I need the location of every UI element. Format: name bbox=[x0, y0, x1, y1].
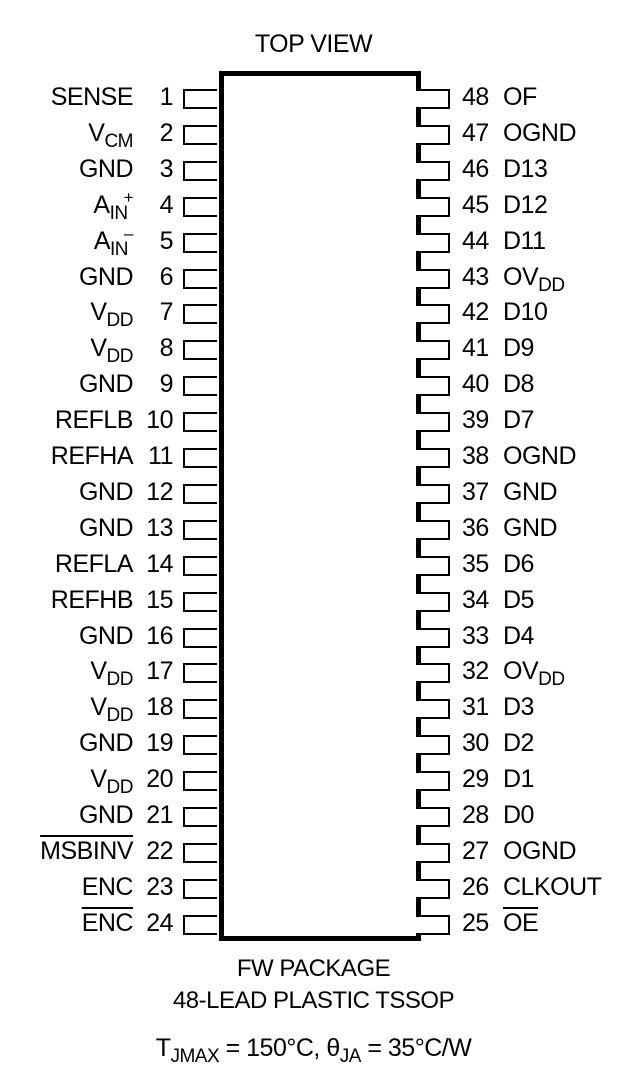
pin-number: 25 bbox=[462, 908, 489, 937]
pin-number: 46 bbox=[462, 154, 489, 183]
pin-name-base: D3 bbox=[503, 693, 534, 722]
pin-number: 5 bbox=[159, 226, 173, 255]
pin-number: 27 bbox=[462, 836, 489, 865]
pin-35 bbox=[416, 549, 627, 578]
pin-name bbox=[503, 406, 534, 435]
pin-name-base: ENC bbox=[81, 872, 133, 901]
pin-name-base: GND bbox=[78, 621, 133, 650]
pin-46 bbox=[416, 154, 627, 183]
pin-number: 11 bbox=[148, 442, 173, 470]
pin-name-base: OGND bbox=[503, 442, 576, 470]
pin-name-base: $\overline{OE}$ bbox=[503, 908, 539, 937]
pin-lead bbox=[183, 448, 217, 468]
pin-number: 3 bbox=[159, 154, 173, 183]
pin-name bbox=[79, 801, 133, 830]
pin-lead bbox=[183, 771, 217, 791]
theta-symbol: θ bbox=[326, 1034, 340, 1062]
t-symbol: T bbox=[155, 1034, 171, 1062]
pin-name bbox=[79, 370, 133, 399]
pin-1 bbox=[0, 83, 219, 111]
pin-name bbox=[90, 765, 133, 799]
pin-18 bbox=[0, 693, 219, 727]
pin-number: 47 bbox=[462, 118, 489, 147]
pin-number: 32 bbox=[462, 657, 489, 686]
pin-name bbox=[503, 657, 565, 691]
pin-10 bbox=[0, 406, 219, 435]
pin-name-base: D8 bbox=[503, 370, 534, 399]
pin-number: 26 bbox=[462, 872, 489, 901]
pin-number: 17 bbox=[146, 657, 173, 686]
pin-name-subscript: IN bbox=[110, 238, 129, 260]
pin-lead bbox=[183, 843, 217, 863]
pin-number: 36 bbox=[462, 513, 489, 542]
pin-name-subscript: DD bbox=[106, 669, 133, 691]
pin-number: 38 bbox=[462, 442, 489, 470]
pin-5 bbox=[0, 223, 219, 260]
pin-name bbox=[503, 729, 534, 758]
pin-11 bbox=[0, 442, 219, 470]
pin-lead bbox=[183, 807, 217, 827]
pin-number: 14 bbox=[146, 549, 173, 578]
pin-name-base: D1 bbox=[503, 765, 534, 794]
pin-name-base: GND bbox=[78, 801, 133, 829]
pin-20 bbox=[0, 765, 219, 799]
pin-name-base: SENSE bbox=[50, 83, 133, 111]
pin-lead bbox=[183, 412, 217, 432]
t-value: = 150°C, bbox=[219, 1034, 327, 1062]
pin-name bbox=[503, 155, 547, 184]
pin-number: 28 bbox=[462, 801, 489, 829]
pin-name-base: CLKOUT bbox=[503, 872, 602, 901]
pin-name-base: REFHA bbox=[50, 442, 133, 470]
pin-lead bbox=[416, 161, 450, 181]
pin-number: 39 bbox=[462, 406, 489, 435]
pin-name-base: D5 bbox=[503, 585, 534, 614]
pin-lead bbox=[416, 340, 450, 360]
pin-name-subscript: CM bbox=[104, 130, 133, 152]
pin-name-base: V bbox=[90, 657, 107, 686]
pin-number: 4 bbox=[159, 190, 173, 219]
pin-number: 15 bbox=[146, 585, 173, 614]
pin-23 bbox=[0, 872, 219, 901]
pin-lead bbox=[416, 663, 450, 683]
pin-number: 7 bbox=[159, 298, 173, 327]
pin-number: 12 bbox=[146, 477, 173, 506]
pin-lead bbox=[183, 592, 217, 612]
pin-name bbox=[88, 118, 133, 152]
pin-13 bbox=[0, 513, 219, 542]
pin-lead bbox=[183, 233, 217, 253]
pin-name-base: OF bbox=[503, 83, 537, 111]
pin-lead bbox=[416, 484, 450, 504]
pin-33 bbox=[416, 621, 627, 650]
pin-lead bbox=[183, 304, 217, 324]
pin-name-base: D10 bbox=[503, 298, 548, 327]
pin-lead bbox=[183, 197, 217, 217]
pin-name-base: REFHB bbox=[50, 585, 133, 614]
pin-name-base: REFLB bbox=[54, 406, 133, 435]
pin-name bbox=[79, 263, 133, 292]
pin-name-base: D13 bbox=[503, 154, 548, 183]
pin-name bbox=[503, 370, 534, 399]
pin-lead bbox=[416, 915, 450, 935]
pin-name-base: GND bbox=[78, 729, 133, 758]
pin-22 bbox=[0, 836, 219, 865]
pin-name bbox=[90, 657, 133, 691]
pin-number: 44 bbox=[462, 226, 489, 255]
pin-name-subscript: DD bbox=[106, 310, 133, 332]
pin-number: 33 bbox=[462, 621, 489, 650]
pin-8 bbox=[0, 334, 219, 368]
pin-number: 41 bbox=[462, 334, 489, 363]
pin-lead bbox=[416, 556, 450, 576]
pin-name bbox=[93, 223, 133, 260]
pin-number: 30 bbox=[462, 729, 489, 758]
pin-number: 20 bbox=[146, 765, 173, 794]
pin-number: 24 bbox=[146, 908, 173, 937]
pin-29 bbox=[416, 765, 627, 794]
pin-lead bbox=[416, 269, 450, 289]
ic-package-body bbox=[219, 71, 421, 941]
pin-name-base: D7 bbox=[503, 406, 534, 435]
pin-6 bbox=[0, 262, 219, 291]
pin-name-base: OV bbox=[503, 657, 539, 686]
pin-number: 48 bbox=[462, 83, 489, 111]
pin-37 bbox=[416, 477, 627, 506]
pin-3 bbox=[0, 154, 219, 183]
pin-name bbox=[503, 873, 601, 902]
pin-name bbox=[90, 298, 133, 332]
pin-4 bbox=[0, 187, 219, 224]
pin-name-base: V bbox=[90, 693, 107, 722]
pin-number: 40 bbox=[462, 370, 489, 399]
pin-25 bbox=[416, 908, 627, 937]
pin-number: 9 bbox=[159, 370, 173, 399]
pin-lead bbox=[416, 520, 450, 540]
pin-name-base: GND bbox=[503, 513, 558, 542]
pin-44 bbox=[416, 226, 627, 255]
pin-lead bbox=[416, 233, 450, 253]
pin-lead bbox=[183, 269, 217, 289]
pin-name bbox=[503, 334, 534, 363]
pin-name bbox=[93, 187, 133, 224]
pin-lead bbox=[416, 592, 450, 612]
pin-48 bbox=[416, 83, 627, 111]
pin-lead bbox=[416, 376, 450, 396]
pin-name bbox=[82, 873, 133, 902]
pin-number: 19 bbox=[146, 729, 173, 758]
pin-name-base: $\overline{ENC}$ bbox=[81, 908, 133, 937]
pin-lead bbox=[416, 197, 450, 217]
pin-name-base: D9 bbox=[503, 334, 534, 363]
pin-lead bbox=[416, 699, 450, 719]
pin-lead bbox=[183, 628, 217, 648]
pin-42 bbox=[416, 298, 627, 327]
pin-21 bbox=[0, 801, 219, 829]
pin-name bbox=[503, 909, 538, 938]
pin-name bbox=[503, 550, 534, 579]
thermal-spec bbox=[0, 1034, 627, 1067]
pin-41 bbox=[416, 334, 627, 363]
pin-lead bbox=[416, 807, 450, 827]
pin-name bbox=[51, 83, 133, 112]
pin-name bbox=[503, 119, 576, 148]
pin-number: 34 bbox=[462, 585, 489, 614]
pin-number: 21 bbox=[146, 801, 173, 829]
pin-lead bbox=[183, 663, 217, 683]
pin-lead bbox=[416, 771, 450, 791]
pin-name bbox=[503, 227, 546, 256]
pin-name-subscript: DD bbox=[106, 777, 133, 799]
pin-name bbox=[79, 729, 133, 758]
theta-value: = 35°C/W bbox=[360, 1034, 472, 1062]
pin-name-base: OGND bbox=[503, 118, 576, 147]
pin-43 bbox=[416, 262, 627, 296]
pin-name bbox=[503, 191, 547, 220]
pin-name bbox=[90, 334, 133, 368]
pin-number: 37 bbox=[462, 477, 489, 506]
pin-name bbox=[82, 909, 133, 938]
pin-name bbox=[503, 514, 557, 543]
pin-36 bbox=[416, 513, 627, 542]
pin-name bbox=[503, 442, 576, 471]
pin-name bbox=[503, 622, 534, 651]
pin-name bbox=[503, 586, 534, 615]
pin-name-base: OV bbox=[503, 262, 539, 291]
pin-name bbox=[503, 765, 534, 794]
diagram-title: TOP VIEW bbox=[254, 30, 373, 58]
pin-name-base: D11 bbox=[503, 226, 546, 255]
pin-17 bbox=[0, 657, 219, 691]
pin-name bbox=[503, 298, 547, 327]
pin-15 bbox=[0, 585, 219, 614]
pin-name-base: V bbox=[88, 118, 105, 147]
pin-name-base: GND bbox=[78, 262, 133, 291]
pin-number: 8 bbox=[159, 334, 173, 363]
pin-lead bbox=[183, 484, 217, 504]
pin-lead bbox=[416, 879, 450, 899]
pin-47 bbox=[416, 118, 627, 147]
pin-name bbox=[79, 622, 133, 651]
pin-number: 6 bbox=[159, 262, 173, 291]
pin-name-base: OGND bbox=[503, 836, 576, 865]
pin-lead bbox=[183, 161, 217, 181]
pin-name-base: A bbox=[93, 190, 110, 219]
pin-name-base: D6 bbox=[503, 549, 534, 578]
pin-name-base: GND bbox=[78, 477, 133, 506]
pin-number: 31 bbox=[462, 693, 489, 722]
pin-number: 45 bbox=[462, 190, 489, 219]
pin-name-base: GND bbox=[78, 513, 133, 542]
t-subscript: JMAX bbox=[170, 1046, 220, 1067]
pin-name-base: MSBINV bbox=[40, 836, 133, 865]
theta-subscript: JA bbox=[339, 1046, 361, 1067]
pin-number: 22 bbox=[146, 836, 173, 865]
pin-name-subscript: DD bbox=[538, 274, 565, 296]
pin-name-superscript: – bbox=[124, 223, 133, 243]
pin-lead bbox=[416, 735, 450, 755]
pin-name-base: D0 bbox=[503, 801, 534, 829]
pin-number: 13 bbox=[146, 513, 173, 542]
pin-number: 29 bbox=[462, 765, 489, 794]
pin-lead bbox=[416, 412, 450, 432]
pin-name bbox=[503, 693, 534, 722]
pin-lead bbox=[183, 879, 217, 899]
pin-name bbox=[51, 586, 133, 615]
pin-27 bbox=[416, 836, 627, 865]
pin-name bbox=[40, 837, 133, 866]
package-name: FW PACKAGE bbox=[236, 955, 391, 982]
pin-24 bbox=[0, 908, 219, 937]
pin-lead bbox=[183, 89, 217, 109]
pin-name-base: REFLA bbox=[54, 549, 133, 578]
pin-lead bbox=[183, 915, 217, 935]
pin-number: 10 bbox=[146, 406, 173, 435]
pin-26 bbox=[416, 872, 627, 901]
pin-name-base: GND bbox=[78, 154, 133, 183]
pin-lead bbox=[183, 125, 217, 145]
pin-40 bbox=[416, 370, 627, 399]
pin-number: 2 bbox=[159, 118, 173, 147]
pin-name-subscript: IN bbox=[109, 202, 128, 224]
pin-name-base: V bbox=[90, 298, 107, 327]
pin-name bbox=[503, 837, 576, 866]
pin-lead bbox=[183, 376, 217, 396]
pin-name bbox=[503, 262, 565, 296]
pin-number: 1 bbox=[159, 83, 173, 111]
pin-39 bbox=[416, 406, 627, 435]
pin-name-base: GND bbox=[78, 370, 133, 399]
pin-number: 16 bbox=[146, 621, 173, 650]
pin-name-subscript: DD bbox=[106, 705, 133, 727]
pin-name-base: D4 bbox=[503, 621, 534, 650]
pin-19 bbox=[0, 729, 219, 758]
pin-38 bbox=[416, 442, 627, 470]
pin-name-base: A bbox=[93, 226, 111, 255]
pin-lead bbox=[183, 699, 217, 719]
pin-number: 23 bbox=[146, 872, 173, 901]
pin-number: 35 bbox=[462, 549, 489, 578]
pin-28 bbox=[416, 801, 627, 829]
pin-name bbox=[55, 550, 133, 579]
pin-16 bbox=[0, 621, 219, 650]
package-description: 48-LEAD PLASTIC TSSOP bbox=[172, 987, 455, 1014]
pin-30 bbox=[416, 729, 627, 758]
pin-lead bbox=[416, 304, 450, 324]
pin-number: 43 bbox=[462, 262, 489, 291]
pin-lead bbox=[183, 340, 217, 360]
pin-name bbox=[51, 442, 133, 471]
pin-name-base: D12 bbox=[503, 190, 548, 219]
pin-12 bbox=[0, 477, 219, 506]
pin-number: 18 bbox=[146, 693, 173, 722]
pin-lead bbox=[183, 735, 217, 755]
pin-name-base: V bbox=[90, 765, 107, 794]
pin-31 bbox=[416, 693, 627, 722]
pin-34 bbox=[416, 585, 627, 614]
pin-lead bbox=[183, 556, 217, 576]
pin-lead bbox=[416, 628, 450, 648]
pin-name bbox=[79, 514, 133, 543]
pin-45 bbox=[416, 190, 627, 219]
pin-name bbox=[79, 478, 133, 507]
pin-lead bbox=[183, 520, 217, 540]
pin-name-base: V bbox=[90, 334, 107, 363]
pin-lead bbox=[416, 843, 450, 863]
pin-name bbox=[503, 801, 534, 830]
pin-name bbox=[79, 155, 133, 184]
pin-14 bbox=[0, 549, 219, 578]
pin-number: 42 bbox=[462, 298, 489, 327]
pin-lead bbox=[416, 89, 450, 109]
pin-name-base: GND bbox=[503, 477, 558, 506]
pin-7 bbox=[0, 298, 219, 332]
pin-name bbox=[55, 406, 133, 435]
pin-lead bbox=[416, 125, 450, 145]
pin-2 bbox=[0, 118, 219, 152]
pin-9 bbox=[0, 370, 219, 399]
pin-32 bbox=[416, 657, 627, 691]
pin-name-subscript: DD bbox=[106, 346, 133, 368]
pin-name-base: D2 bbox=[503, 729, 534, 758]
pin-name bbox=[90, 693, 133, 727]
pin-name-subscript: DD bbox=[538, 669, 565, 691]
pin-lead bbox=[416, 448, 450, 468]
pin-name bbox=[503, 83, 537, 112]
pin-name-superscript: + bbox=[123, 187, 133, 207]
pin-name bbox=[503, 478, 557, 507]
